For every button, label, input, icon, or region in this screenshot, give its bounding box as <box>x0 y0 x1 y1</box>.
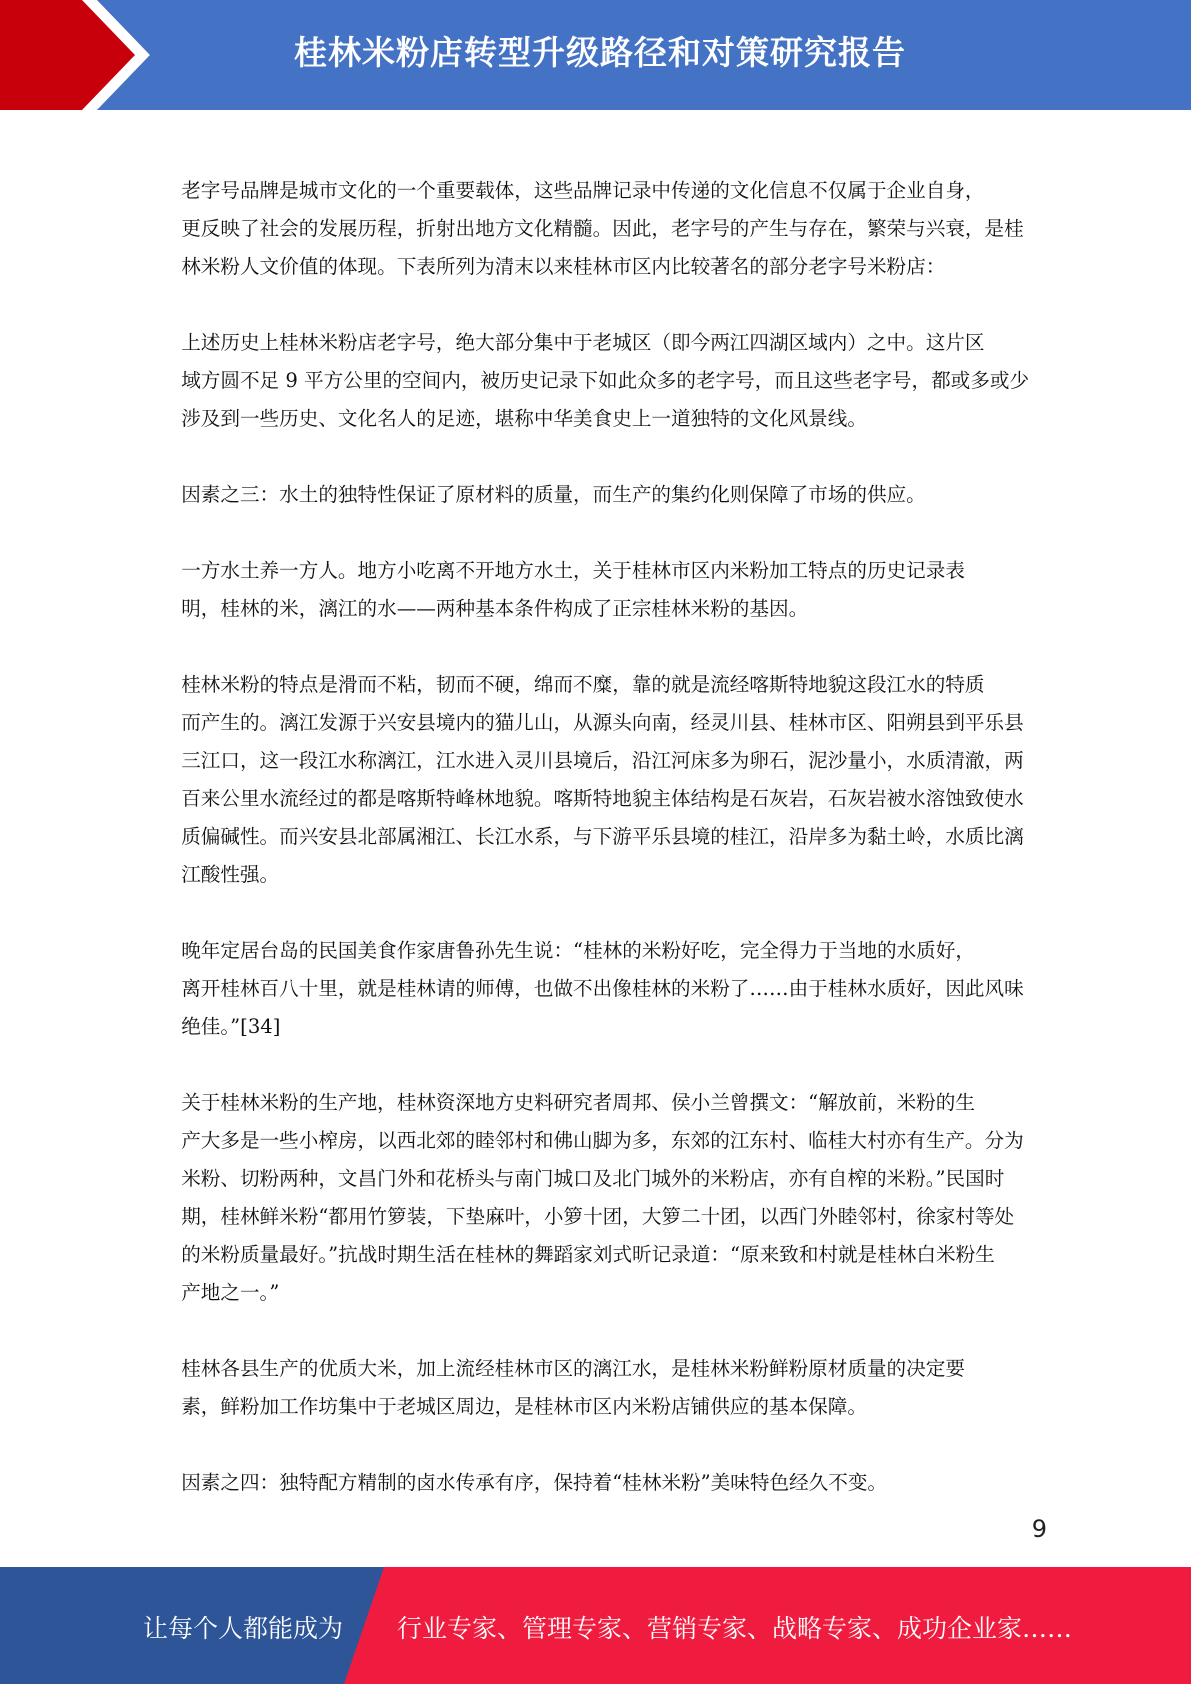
page-number: 9 <box>1031 1515 1047 1543</box>
text-line: 江酸性强。 <box>181 863 280 886</box>
footer-slogan-right: 行业专家、管理专家、营销专家、战略专家、成功企业家…… <box>397 1614 1073 1643</box>
paragraph-laozihao <box>142 172 1047 286</box>
text-line: 关于桂林米粉的生产地，桂林资深地方史料研究者周邦、侯小兰曾撰文：“解放前，米粉的生 <box>181 1091 975 1114</box>
text-line: 素，鲜粉加工作坊集中于老城区周边，是桂林市区内米粉店铺供应的基本保障。 <box>181 1395 867 1418</box>
page-header <box>0 0 1191 110</box>
text-line: 产地之一。” <box>181 1281 280 1304</box>
text-line: 而产生的。漓江发源于兴安县境内的猫儿山，从源头向南，经灵川县、桂林市区、阳朔县到平乐县 <box>181 711 1024 734</box>
paragraph-tang-lusun <box>142 932 1047 1046</box>
paragraph-water-soil <box>142 552 1047 628</box>
paragraph-rice-quality <box>142 1350 1047 1426</box>
document-body <box>142 172 1047 1540</box>
paragraph-factor-four <box>142 1464 1047 1502</box>
text-line: 林米粉人文价值的体现。下表所列为清末以来桂林市区内比较著名的部分老字号米粉店： <box>181 255 946 278</box>
text-line: 上述历史上桂林米粉店老字号，绝大部分集中于老城区（即今两江四湖区域内）之中。这片区 <box>181 331 985 354</box>
text-line: 米粉、切粉两种，文昌门外和花桥头与南门城口及北门城外的米粉店，亦有自榨的米粉。”民国时 <box>181 1167 1005 1190</box>
text-line: 产大多是一些小榨房，以西北郊的睦邻村和佛山脚为多，东郊的江东村、临桂大村亦有生产。分为 <box>181 1129 1024 1152</box>
text-line: 桂林米粉的特点是滑而不粘，韧而不硬，绵而不糜，靠的就是流经喀斯特地貌这段江水的特质 <box>181 673 985 696</box>
paragraph-production-sites <box>142 1084 1047 1312</box>
report-title: 桂林米粉店转型升级路径和对策研究报告 <box>294 33 906 72</box>
text-line: 老字号品牌是城市文化的一个重要载体，这些品牌记录中传递的文化信息不仅属于企业自身， <box>181 179 985 202</box>
paragraph-factor-three <box>142 476 1047 514</box>
text-line: 涉及到一些历史、文化名人的足迹，堪称中华美食史上一道独特的文化风景线。 <box>181 407 867 430</box>
text-line: 绝佳。”[34] <box>181 1015 281 1038</box>
footer-slogan-left: 让每个人都能成为 <box>143 1614 344 1643</box>
text-line: 百来公里水流经过的都是喀斯特峰林地貌。喀斯特地貌主体结构是石灰岩，石灰岩被水溶蚀致使水 <box>181 787 1024 810</box>
paragraph-old-city <box>142 324 1047 438</box>
page-footer <box>0 1567 1191 1684</box>
text-line: 明，桂林的米，漓江的水——两种基本条件构成了正宗桂林米粉的基因。 <box>181 597 809 620</box>
text-line: 期，桂林鲜米粉“都用竹箩装，下垫麻叶，小箩十团，大箩二十团，以西门外睦邻村，徐家村等处 <box>181 1205 1015 1228</box>
text-line: 一方水土养一方人。地方小吃离不开地方水土，关于桂林市区内米粉加工特点的历史记录表 <box>181 559 965 582</box>
text-line: 三江口，这一段江水称漓江，江水进入灵川县境后，沿江河床多为卵石，泥沙量小，水质清澈，两 <box>181 749 1024 772</box>
text-line: 质偏碱性。而兴安县北部属湘江、长江水系，与下游平乐县境的桂江，沿岸多为黏土岭，水质比漓 <box>181 825 1024 848</box>
text-line: 因素之三：水土的独特性保证了原材料的质量，而生产的集约化则保障了市场的供应。 <box>181 483 926 506</box>
text-line: 的米粉质量最好。”抗战时期生活在桂林的舞蹈家刘式昕记录道：“原来致和村就是桂林白米粉生 <box>181 1243 995 1266</box>
text-line: 更反映了社会的发展历程，折射出地方文化精髓。因此，老字号的产生与存在，繁荣与兴衰，是桂 <box>181 217 1024 240</box>
text-line: 域方圆不足 9 平方公里的空间内，被历史记录下如此众多的老字号，而且这些老字号，都或多或少 <box>181 369 1030 392</box>
text-line: 桂林各县生产的优质大米，加上流经桂林市区的漓江水，是桂林米粉鲜粉原材质量的决定要 <box>181 1357 965 1380</box>
text-line: 离开桂林百八十里，就是桂林请的师傅，也做不出像桂林的米粉了……由于桂林水质好，因此风味 <box>181 977 1024 1000</box>
paragraph-karst <box>142 666 1047 894</box>
text-line: 因素之四：独特配方精制的卤水传承有序，保持着“桂林米粉”美味特色经久不变。 <box>181 1471 888 1494</box>
text-line: 晚年定居台岛的民国美食作家唐鲁孙先生说：“桂林的米粉好吃，完全得力于当地的水质好， <box>181 939 975 962</box>
